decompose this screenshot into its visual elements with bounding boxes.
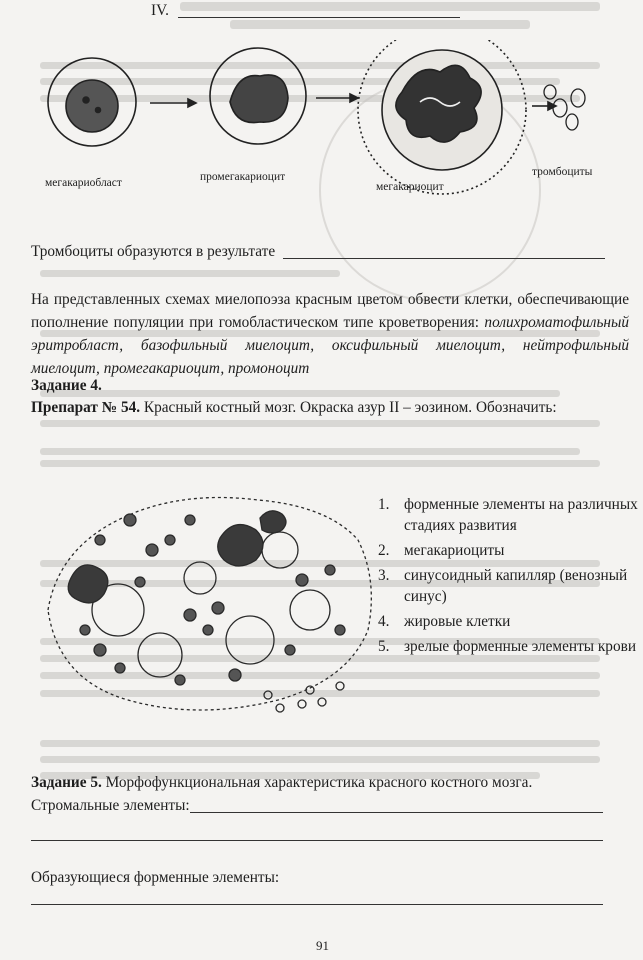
list-item: 5. зрелые форменные элементы крови (378, 638, 637, 655)
preparation-number: Препарат № 54. (31, 399, 141, 416)
instruction-lead: На представленных схемах миелопоэза красным цветом обвести клетки, обеспечивающие пополнение популяции при гомобластическом типе кроветворения: (31, 291, 629, 331)
task5-text: Морфофункциональная характеристика красного костного мозга. (101, 774, 533, 791)
task5-title: Задание 5. (31, 774, 102, 791)
list-item: 4. жировые клетки (378, 613, 511, 630)
task4-preparation (31, 398, 557, 418)
answer-line (283, 258, 605, 259)
answer-line (31, 840, 603, 841)
task4-title: Задание 4. (31, 377, 102, 394)
list-item: 2. мегакариоциты (378, 542, 505, 559)
task4-legend-list (378, 494, 638, 661)
label-platelets: тромбоциты (532, 166, 593, 178)
label-promegakaryocyte: промегакариоцит (200, 171, 286, 183)
bone-marrow-drawing (40, 490, 375, 720)
instruction-cell-list: полихроматофильный эритробласт, базофильный миелоцит, оксифильный миелоцит, нейтрофильный миелоцит, промегакариоцит, промоноцит (31, 314, 630, 377)
list-item: 3. синусоидный капилляр (венозный синус) (378, 567, 628, 605)
platelets-sentence: Тромбоциты образуются в результате (31, 243, 276, 260)
answer-line (31, 904, 603, 905)
stromal-elements-label: Стромальные элементы: (31, 797, 190, 814)
list-item: 1. форменные элементы на различных стадиях развития (378, 496, 638, 534)
label-megakaryoblast: мегакариобласт (45, 177, 122, 189)
label-megakaryocyte: мегакариоцит (376, 181, 444, 193)
myelopoiesis-instruction (31, 288, 629, 380)
preparation-text: Красный костный мозг. Окраска азур II – эозином. Обозначить: (140, 399, 557, 416)
task5-heading (31, 773, 532, 793)
forming-elements-label: Образующиеся форменные элементы: (31, 869, 280, 886)
section-numeral: IV. (151, 2, 169, 19)
page-number: 91 (316, 938, 329, 953)
answer-line (178, 17, 460, 18)
answer-line (190, 812, 603, 813)
